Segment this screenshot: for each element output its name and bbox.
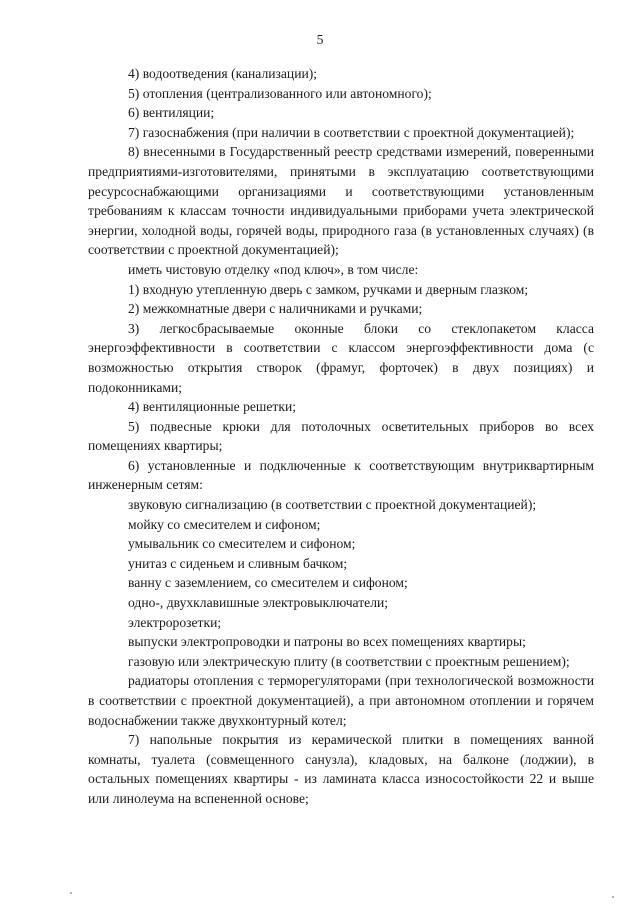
page-number: 5 — [316, 32, 324, 47]
paragraph-sockets: электророзетки; — [128, 614, 222, 630]
paragraph-switches: одно-, двухклавишные электровыключатели; — [128, 595, 389, 611]
document-body — [88, 64, 594, 809]
paragraph-turnkey-finish: иметь чистовую отделку «под ключ», в том числе: — [128, 261, 419, 277]
paragraph-washbasin: умывальник со смесителем и сифоном; — [128, 536, 356, 552]
paragraph-floor-coverings: 7) напольные покрытия из керамической плитки в помещениях ванной комнаты, туалета (совмещенного санузла), кладовых, на балконе (лоджии), в остальных помещениях квартиры - из ламината класса износостойкости 22 и выше или линолеума на вспененной основе; — [88, 732, 594, 806]
paragraph-toilet: унитаз с сиденьем и сливным бачком; — [128, 555, 348, 571]
paragraph-metering-devices: 8) внесенными в Государственный реестр средствами измерений, поверенными предприятиями-изготовителями, принятыми в эксплуатацию соответствующими ресурсоснабжающими организациями и соответствующими установленным требованиям к классам точности индивидуальными приборами учета электрической энергии, холодной воды, горячей воды, природного газа (в установленных случаях) (в соответствии с проектной документацией); — [88, 144, 594, 258]
paragraph-sound-alarm: звуковую сигнализацию (в соответствии с проектной документацией); — [128, 497, 537, 513]
paragraph-installed-equipment: 6) установленные и подключенные к соответствующим внутриквартирным инженерным сетям: — [88, 457, 594, 493]
paragraph-stove: газовую или электрическую плиту (в соответствии с проектным решением); — [128, 653, 570, 669]
paragraph-ventilation: 6) вентиляции; — [128, 105, 215, 121]
paragraph-interior-doors: 2) межкомнатные двери с наличниками и ручками; — [128, 301, 423, 317]
scan-speck — [612, 896, 614, 898]
paragraph-sink: мойку со смесителем и сифоном; — [128, 516, 321, 532]
paragraph-vent-grilles: 4) вентиляционные решетки; — [128, 399, 297, 415]
paragraph-gas-supply: 7) газоснабжения (при наличии в соответствии с проектной документацией); — [128, 124, 575, 140]
scan-speck — [70, 892, 72, 894]
paragraph-radiators: радиаторы отопления с терморегуляторами (при технологической возможности в соответствии с проектной документацией), а при автономном отоплении и горячем водоснабжении также двухконтурный котел; — [88, 673, 594, 728]
paragraph-drainage: 4) водоотведения (канализации); — [128, 66, 318, 81]
paragraph-heating: 5) отопления (централизованного или автономного); — [128, 85, 432, 101]
paragraph-ceiling-hooks: 5) подвесные крюки для потолочных осветительных приборов во всех помещениях квартиры; — [88, 418, 594, 454]
paragraph-wiring-outlets: выпуски электропроводки и патроны во всех помещениях квартиры; — [128, 634, 526, 650]
paragraph-bathtub: ванну с заземлением, со смесителем и сифоном; — [128, 575, 408, 591]
paragraph-entrance-door: 1) входную утепленную дверь с замком, ручками и дверным глазком; — [128, 281, 529, 297]
paragraph-windows: 3) легкосбрасываемые оконные блоки со стеклопакетом класса энергоэффективности в соответствии с классом энергоэффективности дома (с возможностью открытия створок (фрамуг, форточек) в двух позициях) и подоконниками; — [88, 320, 594, 395]
